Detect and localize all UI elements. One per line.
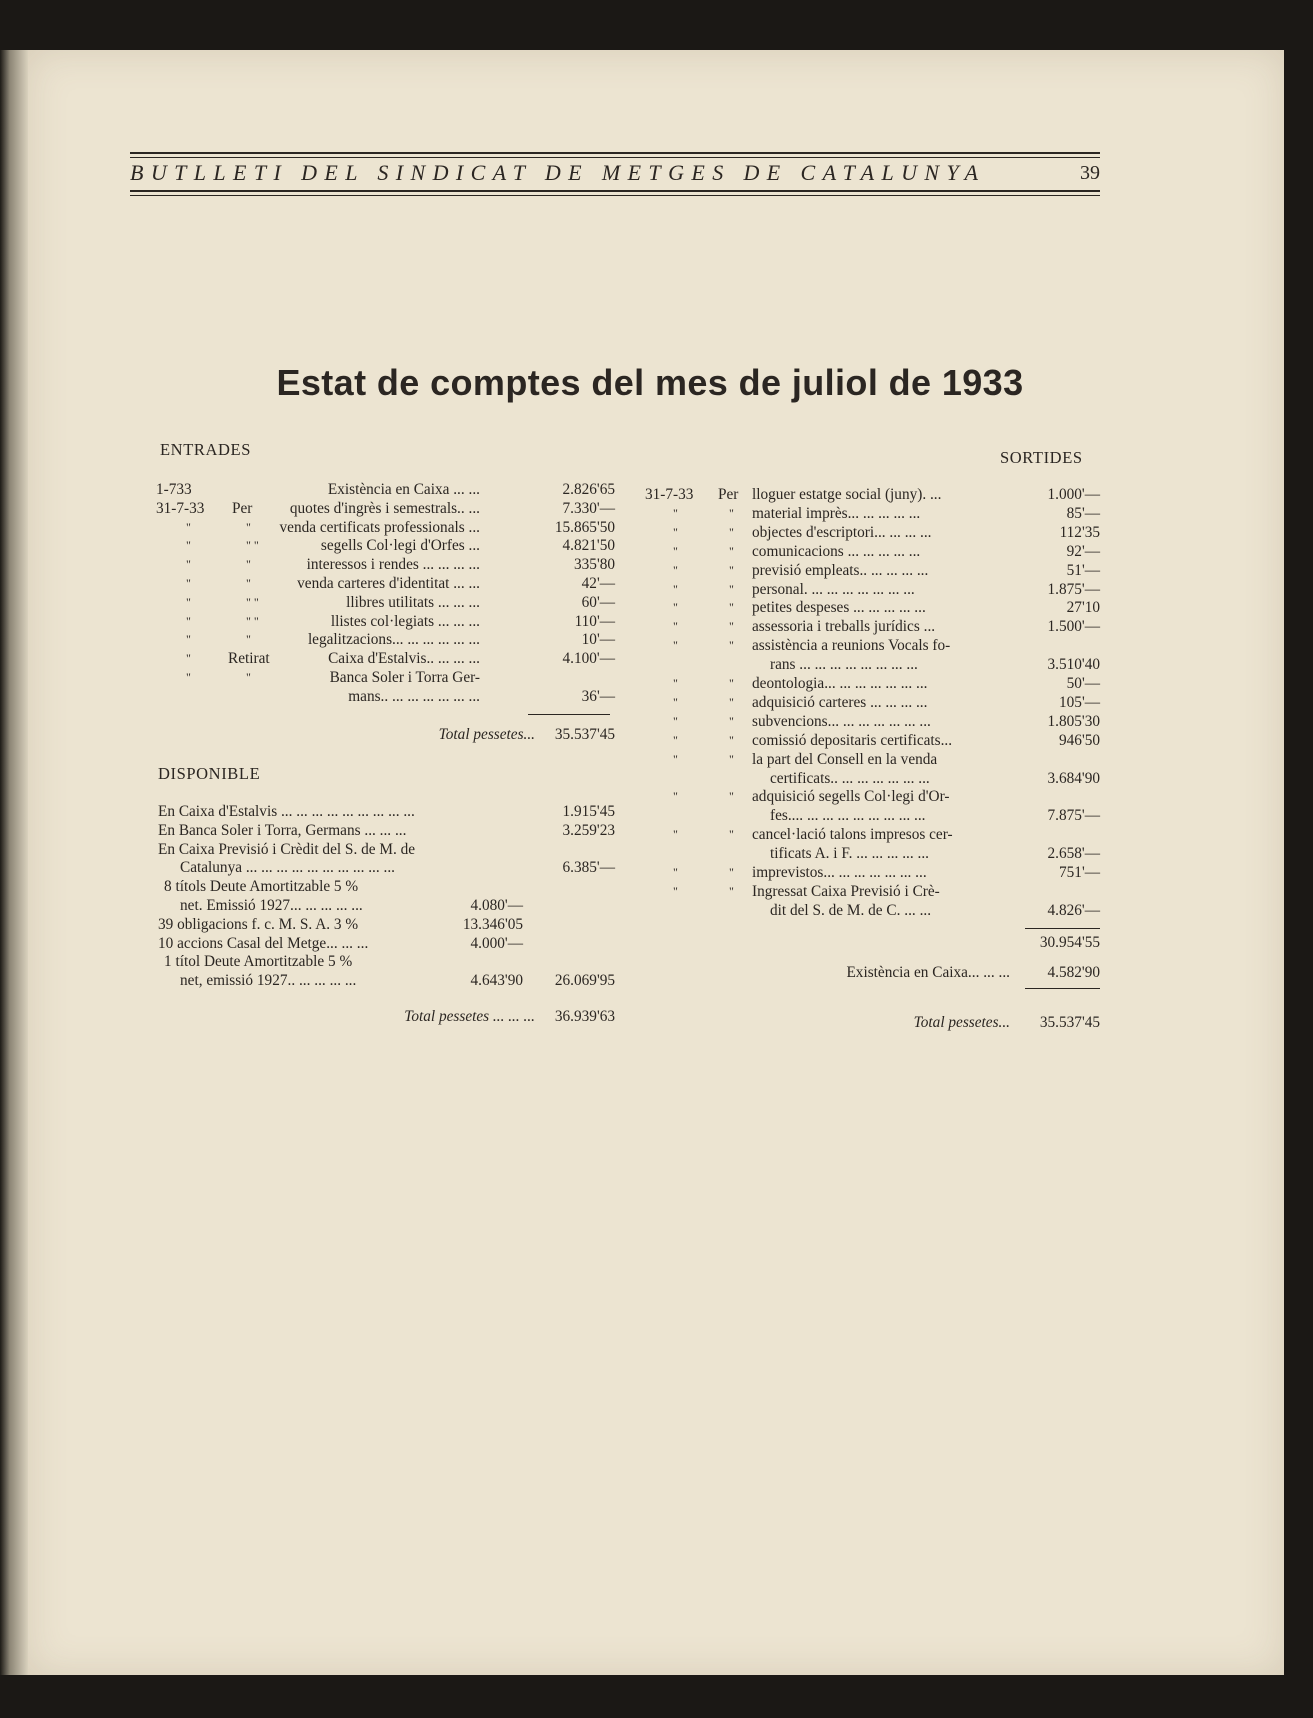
book-binding-edge <box>0 50 28 1675</box>
entry-date: 31-7-33 <box>645 486 694 503</box>
entry-prefix: " <box>729 694 734 709</box>
entry-date: " <box>673 694 678 709</box>
disponible-row <box>158 896 615 915</box>
disponible-row <box>158 840 615 859</box>
entry-description: interessos i rendes ... ... ... ... <box>306 556 480 574</box>
entrades-row <box>150 555 615 574</box>
disponible-table <box>158 802 615 1002</box>
entry-date: " <box>186 519 191 534</box>
entry-date: " <box>673 562 678 577</box>
entry-prefix: " <box>729 543 734 558</box>
existencia-label: Existència en Caixa... ... ... <box>846 964 1010 981</box>
entry-description: dit del S. de M. de C. ... ... <box>770 901 932 919</box>
sortides-existencia-row <box>645 964 1100 986</box>
entry-description: venda certificats professionals ... <box>279 518 480 536</box>
entrades-row <box>150 593 615 612</box>
disponible-total-label: Total pessetes ... ... ... <box>404 1008 535 1025</box>
entry-date: " <box>673 789 678 804</box>
disponible-row <box>158 971 615 990</box>
sortides-total-label: Total pessetes... <box>913 1014 1010 1031</box>
disponible-amount: 26.069'95 <box>554 972 615 990</box>
entry-amount: 1.000'— <box>1047 486 1100 503</box>
entry-description: segells Col·legi d'Orfes ... <box>320 537 480 555</box>
entry-date: " <box>186 651 191 666</box>
entry-amount: 110'— <box>574 612 615 630</box>
entry-date: " <box>673 524 678 539</box>
sortides-row <box>645 542 1100 561</box>
entry-amount: 7.875'— <box>1047 807 1100 825</box>
entry-description: imprevistos... ... ... ... ... ... ... <box>752 864 927 881</box>
sortides-row <box>645 655 1100 674</box>
entry-amount: 4.826'— <box>1047 901 1100 919</box>
entry-prefix: Per <box>718 486 739 503</box>
disponible-description: En Banca Soler i Torra, Germans ... ... ... <box>158 821 407 839</box>
entry-date: " <box>673 827 678 842</box>
sortides-row <box>645 485 1100 504</box>
entry-date: " <box>673 865 678 879</box>
entry-description: previsió empleats.. ... ... ... ... <box>752 561 929 579</box>
sortides-table <box>645 485 1100 925</box>
entry-prefix: " <box>246 632 251 647</box>
entry-description: personal. ... ... ... ... ... ... ... <box>752 580 915 598</box>
entry-amount: 60'— <box>581 593 615 611</box>
disponible-row <box>158 821 615 840</box>
entrades-total-amount: 35.537'45 <box>554 726 615 743</box>
entry-prefix: " <box>729 732 734 747</box>
page-title: Estat de comptes del mes de juliol de 1933 <box>276 362 1024 403</box>
entry-date: " <box>186 594 191 609</box>
sortides-total-amount: 35.537'45 <box>1039 1014 1100 1031</box>
sortides-row <box>645 901 1100 920</box>
sortides-row <box>645 523 1100 542</box>
entry-description: fes.... ... ... ... ... ... ... ... ... <box>770 807 926 825</box>
disponible-total-amount: 36.939'63 <box>554 1008 615 1025</box>
entry-prefix: " <box>729 751 734 766</box>
entry-date: " <box>186 576 191 590</box>
disponible-row <box>158 952 615 971</box>
entry-prefix: " " <box>246 594 259 609</box>
disponible-total-row <box>150 1008 615 1030</box>
sortides-row <box>645 561 1100 580</box>
entry-date: " <box>186 557 191 572</box>
sortides-row <box>645 636 1100 655</box>
entry-prefix: " <box>729 581 734 596</box>
sortides-row <box>645 750 1100 769</box>
running-head <box>130 100 1100 204</box>
entry-date: " <box>673 619 678 634</box>
entry-date: " <box>673 676 678 690</box>
disponible-description: En Caixa d'Estalvis ... ... ... ... ... ... ... ... ... <box>158 803 415 820</box>
entry-description: la part del Consell en la venda <box>752 750 938 768</box>
header-rule <box>130 157 1100 158</box>
entry-date: " <box>673 713 678 728</box>
disponible-description: net, emissió 1927.. ... ... ... ... <box>180 972 357 990</box>
entry-amount: 27'10 <box>1066 599 1100 617</box>
sortides-row <box>645 674 1100 693</box>
sortides-row <box>645 617 1100 636</box>
entry-date: " <box>186 632 191 647</box>
disponible-amount: 3.259'23 <box>562 821 615 839</box>
entry-description: legalitzacions... ... ... ... ... ... <box>307 631 480 649</box>
entry-amount: 4.100'— <box>562 650 615 668</box>
sortides-row <box>645 769 1100 788</box>
entry-amount: 1.805'30 <box>1047 712 1100 730</box>
entry-description: material imprès... ... ... ... ... <box>752 504 921 522</box>
sortides-row <box>645 863 1100 882</box>
entry-prefix: Per <box>232 499 253 517</box>
entrades-total-row <box>150 726 615 748</box>
entry-amount: 36'— <box>581 687 615 705</box>
header-rule <box>130 195 1100 196</box>
entry-amount: 3.510'40 <box>1047 656 1100 674</box>
entry-description: assistència a reunions Vocals fo- <box>752 637 951 655</box>
entry-description: Existència en Caixa ... ... <box>327 481 480 498</box>
entry-amount: 10'— <box>581 631 615 649</box>
entry-amount: 92'— <box>1066 542 1100 560</box>
sortides-total-row <box>645 1014 1100 1036</box>
entry-date: " <box>673 732 678 747</box>
disponible-row <box>158 877 615 896</box>
disponible-amount: 6.385'— <box>562 859 615 877</box>
disponible-subamount: 13.346'05 <box>462 915 523 933</box>
header-rule <box>130 190 1100 192</box>
entrades-row <box>150 687 615 706</box>
entry-date: " <box>186 538 191 553</box>
entry-date: " <box>673 543 678 558</box>
entry-description: llibres utilitats ... ... ... <box>346 593 480 611</box>
entry-prefix: " <box>729 505 734 520</box>
entry-prefix: " " <box>246 538 259 553</box>
entry-description: subvencions... ... ... ... ... ... ... <box>752 712 931 730</box>
entry-amount: 42'— <box>581 575 615 592</box>
entry-prefix: Retirat <box>228 650 270 668</box>
entry-prefix: " <box>246 557 251 572</box>
disponible-description: 39 obligacions f. c. M. S. A. 3 % <box>158 915 359 933</box>
entry-description: quotes d'ingrès i semestrals.. ... <box>289 499 480 517</box>
entry-amount: 112'35 <box>1059 523 1100 541</box>
entry-amount: 15.865'50 <box>554 518 615 536</box>
entry-prefix: " <box>729 713 734 728</box>
entrades-row <box>150 480 615 499</box>
entry-prefix: " <box>729 789 734 804</box>
entry-description: comunicacions ... ... ... ... ... <box>752 542 921 560</box>
entry-amount: 1.875'— <box>1047 580 1100 598</box>
entry-description: lloguer estatge social (juny). ... <box>752 486 942 503</box>
sortides-row <box>645 787 1100 806</box>
entry-description: mans.. ... ... ... ... ... ... <box>348 687 480 705</box>
entry-description: cancel·lació talons impresos cer- <box>752 826 953 844</box>
entry-description: tificats A. i F. ... ... ... ... ... <box>770 845 929 863</box>
disponible-row <box>158 858 615 877</box>
disponible-subamount: 4.000'— <box>470 934 523 952</box>
sortides-row <box>645 580 1100 599</box>
sortides-divider <box>1025 928 1100 929</box>
entry-prefix: " <box>729 619 734 634</box>
disponible-description: Catalunya ... ... ... ... ... ... ... ... ... ... <box>180 859 395 877</box>
entry-description: certificats.. ... ... ... ... ... ... <box>770 769 930 787</box>
entry-amount: 335'80 <box>574 556 615 574</box>
entry-description: rans ... ... ... ... ... ... ... ... <box>770 656 918 674</box>
page-number: 39 <box>1080 162 1100 184</box>
entry-amount: 85'— <box>1066 504 1100 522</box>
sortides-row <box>645 693 1100 712</box>
entry-date: 1-733 <box>156 481 192 498</box>
entry-date: " <box>673 505 678 520</box>
entrades-row <box>150 499 615 518</box>
sortides-heading: SORTIDES <box>1000 448 1083 467</box>
sortides-subtotal-amount: 30.954'55 <box>1039 934 1100 951</box>
disponible-amount: 1.915'45 <box>562 803 615 820</box>
entry-prefix: " <box>729 600 734 615</box>
entry-date: " <box>186 670 191 684</box>
entry-amount: 2.826'65 <box>562 481 615 498</box>
disponible-description: 8 títols Deute Amortitzable 5 % <box>164 878 359 896</box>
entrades-row <box>150 649 615 668</box>
entry-description: comissió depositaris certificats... <box>752 731 953 749</box>
sortides-subtotal-row <box>645 934 1100 956</box>
entry-description: venda carteres d'identitat ... ... <box>297 575 480 592</box>
running-title: BUTLLETI DEL SINDICAT DE METGES DE CATALUNYA <box>130 160 986 185</box>
entry-date: " <box>673 581 678 596</box>
entry-date: 31-7-33 <box>156 499 205 517</box>
sortides-row <box>645 882 1100 901</box>
sortides-row <box>645 731 1100 750</box>
disponible-subamount: 4.643'90 <box>470 972 523 990</box>
disponible-description: 10 accions Casal del Metge... ... ... <box>158 934 369 952</box>
entrades-heading: ENTRADES <box>160 440 251 459</box>
entry-description: llistes col·legiats ... ... ... <box>330 612 480 630</box>
entry-amount: 1.500'— <box>1047 618 1100 636</box>
entrades-row <box>150 574 615 593</box>
entry-description: adquisició carteres ... ... ... ... <box>752 693 928 711</box>
entry-prefix: " <box>729 865 734 879</box>
existencia-amount: 4.582'90 <box>1047 964 1100 981</box>
entry-date: " <box>186 613 191 628</box>
entry-amount: 51'— <box>1066 561 1100 579</box>
entry-prefix: " <box>729 827 734 842</box>
entry-description: assessoria i treballs jurídics ... <box>752 618 936 636</box>
entry-amount: 3.684'90 <box>1047 769 1100 787</box>
disponible-row <box>158 934 615 953</box>
sortides-divider <box>1025 988 1100 989</box>
entry-amount: 7.330'— <box>562 499 615 517</box>
entrades-row <box>150 612 615 631</box>
disponible-description: 1 títol Deute Amortitzable 5 % <box>164 953 353 971</box>
entry-amount: 105'— <box>1059 693 1100 711</box>
entry-prefix: " <box>729 562 734 577</box>
sortides-row <box>645 598 1100 617</box>
entry-prefix: " <box>729 638 734 653</box>
disponible-description: net. Emissió 1927... ... ... ... ... <box>180 897 363 914</box>
entry-amount: 50'— <box>1066 675 1100 692</box>
entry-description: objectes d'escriptori... ... ... ... <box>752 523 932 541</box>
disponible-row <box>158 915 615 934</box>
sortides-row <box>645 806 1100 825</box>
entry-prefix: " <box>729 676 734 690</box>
entrades-table <box>150 480 615 750</box>
sortides-row <box>645 844 1100 863</box>
sortides-row <box>645 712 1100 731</box>
entry-amount: 751'— <box>1059 864 1100 881</box>
disponible-description: En Caixa Previsió i Crèdit del S. de M. de <box>158 840 416 858</box>
entry-description: Caixa d'Estalvis.. ... ... ... <box>328 650 480 668</box>
entrades-divider <box>528 714 610 715</box>
entry-prefix: " <box>246 670 251 684</box>
entry-amount: 2.658'— <box>1047 845 1100 863</box>
sortides-row <box>645 504 1100 523</box>
entry-prefix: " <box>246 576 251 590</box>
entrades-total-label: Total pessetes... <box>438 726 535 743</box>
entry-prefix: " <box>729 883 734 898</box>
entry-prefix: " <box>729 524 734 539</box>
entrades-row <box>150 668 615 687</box>
entry-amount: 946'50 <box>1059 731 1100 749</box>
entry-date: " <box>673 883 678 898</box>
disponible-heading: DISPONIBLE <box>158 764 261 783</box>
entry-prefix: " <box>246 519 251 534</box>
entry-date: " <box>673 638 678 653</box>
entry-amount: 4.821'50 <box>562 537 615 555</box>
entry-description: adquisició segells Col·legi d'Or- <box>752 788 950 806</box>
header-rule <box>130 152 1100 154</box>
entry-description: Banca Soler i Torra Ger- <box>329 669 480 686</box>
entry-date: " <box>673 600 678 615</box>
disponible-subamount: 4.080'— <box>470 897 523 914</box>
entry-description: deontologia... ... ... ... ... ... ... <box>752 675 928 692</box>
entrades-row <box>150 630 615 649</box>
entry-description: Ingressat Caixa Previsió i Crè- <box>752 882 940 900</box>
entry-prefix: " " <box>246 613 259 628</box>
entry-description: petites despeses ... ... ... ... ... <box>752 599 926 617</box>
disponible-row <box>158 802 615 821</box>
entry-date: " <box>673 751 678 766</box>
entrades-row <box>150 518 615 537</box>
entrades-row <box>150 536 615 555</box>
sortides-row <box>645 825 1100 844</box>
